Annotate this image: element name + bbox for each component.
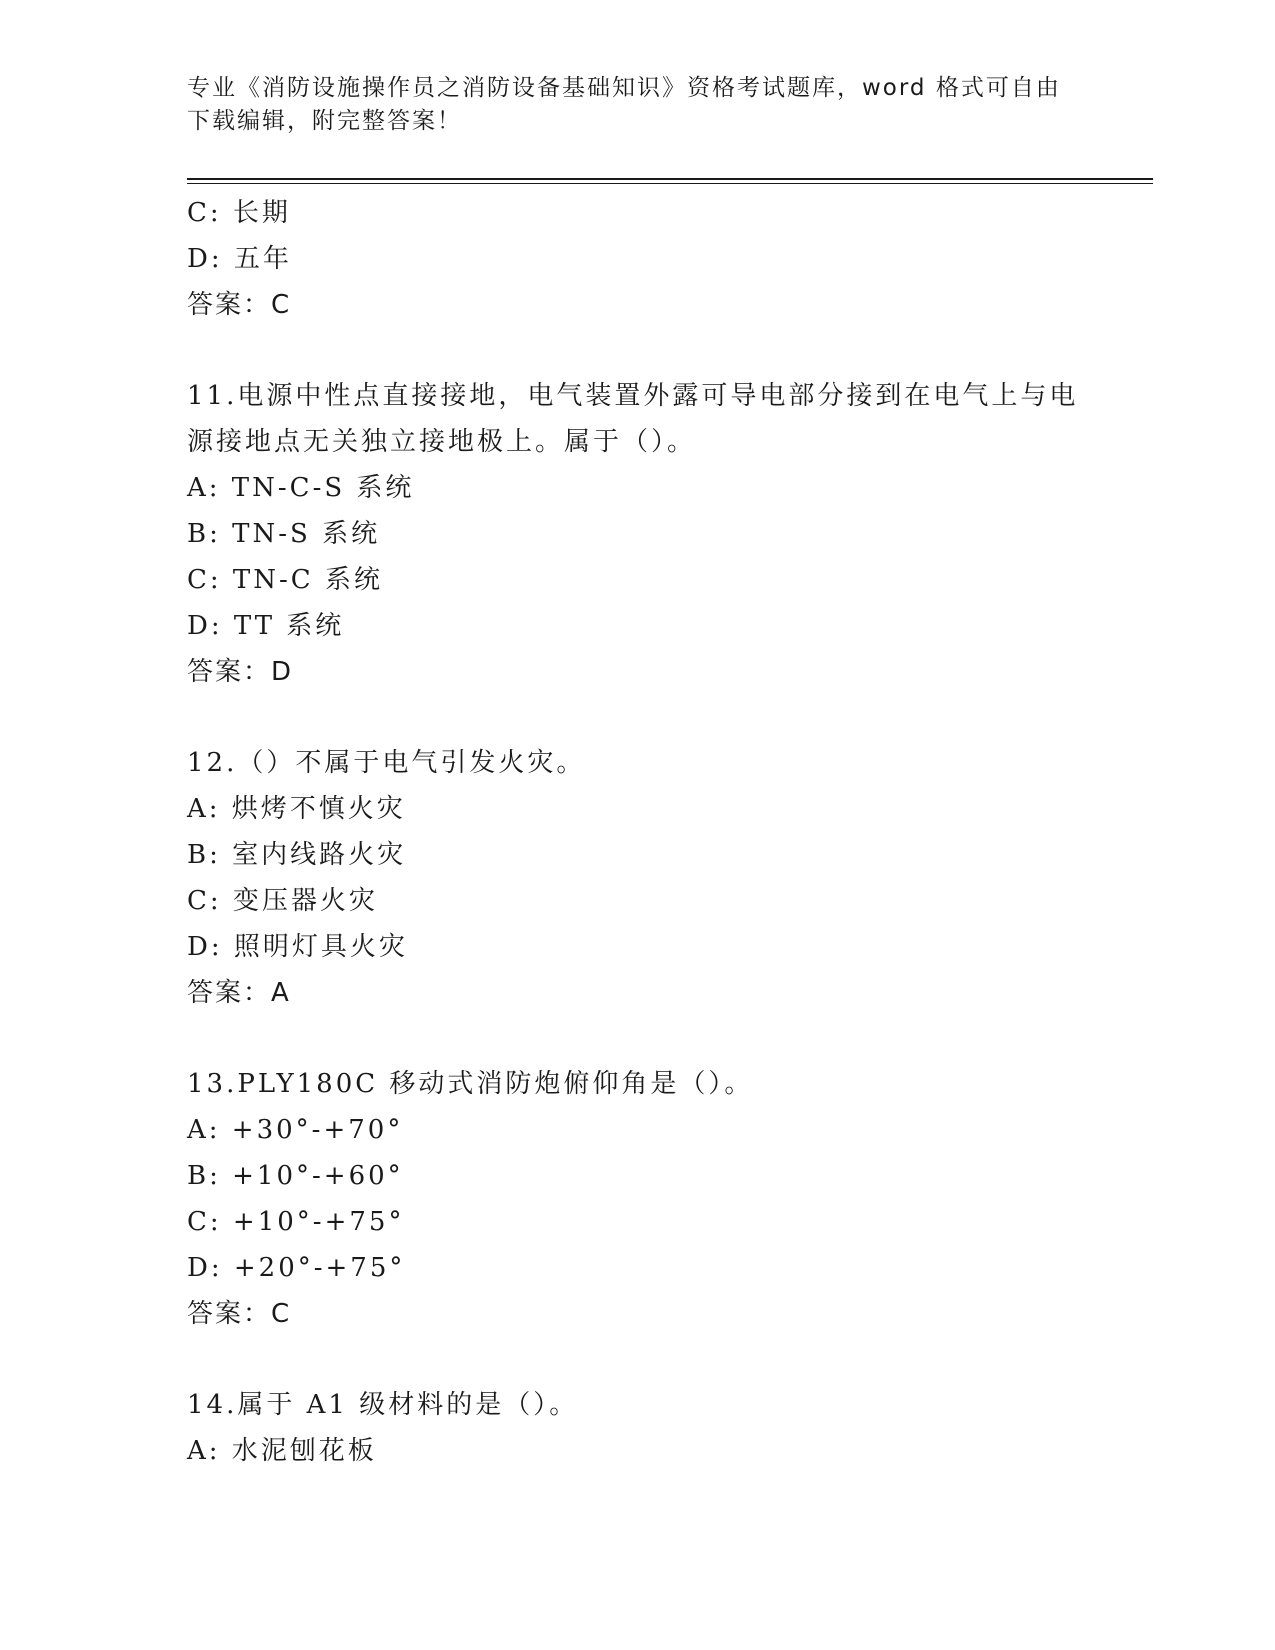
option-c: C: 变压器火灾 [187,886,378,916]
question-list [187,190,1087,1474]
option-a: A: 水泥刨花板 [187,1436,377,1466]
question-13 [187,1061,1087,1337]
option-c: C: +10°-+75° [187,1207,405,1237]
question-stem: 12.（）不属于电气引发火灾。 [187,748,586,778]
option-d: D: 照明灯具火灾 [187,932,408,962]
option-a: A: 烘烤不慎火灾 [187,794,406,824]
answer-line: 答案：C [187,290,292,320]
question-stem: 14.属于 A1 级材料的是（）。 [187,1390,579,1420]
answer-line: 答案：A [187,978,291,1008]
option-b: B: +10°-+60° [187,1161,404,1191]
option-b: B: TN-S 系统 [187,519,381,549]
answer-line: 答案：C [187,1299,292,1329]
answer-line: 答案：D [187,657,294,687]
document-header: 专业《消防设施操作员之消防设备基础知识》资格考试题库，word 格式可自由下载编辑，附完整答案！ [187,75,1061,134]
header-divider-thin [187,183,1153,184]
question-14 [187,1382,1087,1474]
option-a: A: +30°-+70° [187,1115,404,1145]
option-d: D: 五年 [187,244,292,274]
question-11 [187,373,1087,695]
header-divider-thick [187,178,1153,180]
option-c: C: 长期 [187,198,291,228]
option-c: C: TN-C 系统 [187,565,383,595]
question-stem: 11.电源中性点直接接地，电气装置外露可导电部分接到在电气上与电源接地点无关独立接地极上。属于（）。 [187,381,1079,457]
question-10-continued [187,190,1087,328]
question-12 [187,740,1087,1016]
option-d: D: TT 系统 [187,611,345,641]
option-d: D: +20°-+75° [187,1253,406,1283]
option-b: B: 室内线路火灾 [187,840,407,870]
question-stem: 13.PLY180C 移动式消防炮俯仰角是（）。 [187,1069,754,1099]
option-a: A: TN-C-S 系统 [187,473,415,503]
